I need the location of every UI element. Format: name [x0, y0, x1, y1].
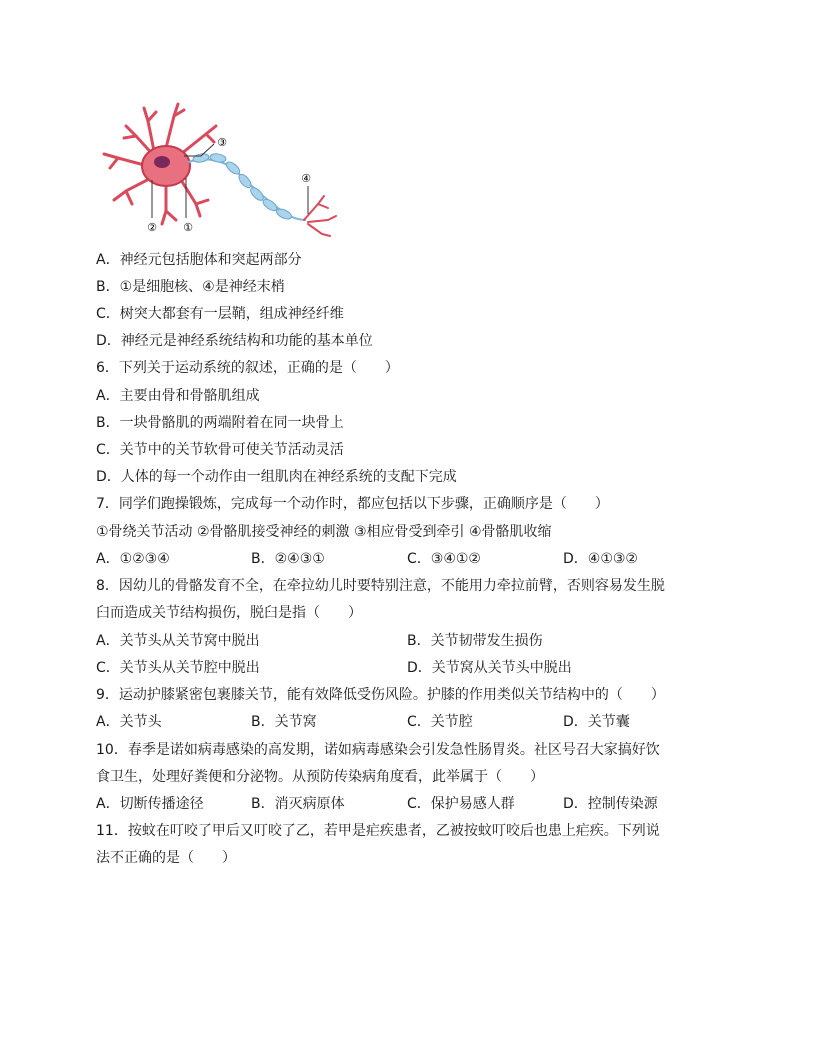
q10-option-a: A．切断传播途径 — [96, 796, 204, 812]
q6-stem: 6．下列关于运动系统的叙述，正确的是（ ） — [96, 360, 399, 376]
q5-option-a: A．神经元包括胞体和突起两部分 — [96, 252, 302, 268]
q7-steps: ①骨绕关节活动 ②骨骼肌接受神经的刺激 ③相应骨受到牵引 ④骨骼肌收缩 — [96, 524, 552, 540]
label-2: ② — [147, 221, 157, 234]
q8-option-a: A．关节头从关节窝中脱出 — [96, 633, 260, 649]
q8-option-d: D．关节窝从关节头中脱出 — [407, 660, 572, 676]
q10-option-b: B．消灭病原体 — [251, 796, 345, 812]
q7-stem: 7．同学们跑操锻炼，完成每一个动作时，都应包括以下步骤，正确顺序是（ ） — [96, 496, 609, 512]
q5-option-d: D．神经元是神经系统结构和功能的基本单位 — [96, 333, 373, 349]
q6-option-b: B．一块骨骼肌的两端附着在同一块骨上 — [96, 415, 344, 431]
q8-stem-line1: 8．因幼儿的骨骼发育不全，在牵拉幼儿时要特别注意，不能用力牵拉前臂，否则容易发生脱 — [96, 578, 665, 594]
neuron-diagram — [96, 96, 346, 241]
q10-option-d: D．控制传染源 — [563, 796, 658, 812]
q9-option-b: B．关节窝 — [251, 714, 317, 730]
label-4: ④ — [301, 172, 311, 185]
q10-stem-line1: 10．春季是诺如病毒感染的高发期，诺如病毒感染会引发急性肠胃炎。社区号召大家搞好饮 — [96, 742, 660, 758]
q7-option-b: B．②④③① — [251, 551, 325, 567]
axon — [188, 159, 306, 220]
q9-option-c: C．关节腔 — [407, 714, 473, 730]
q6-option-d: D．人体的每一个动作由一组肌肉在神经系统的支配下完成 — [96, 469, 457, 485]
myelin-sheath — [192, 153, 293, 221]
q8-option-c: C．关节头从关节腔中脱出 — [96, 660, 260, 676]
q10-option-c: C．保护易感人群 — [407, 796, 515, 812]
q7-option-c: C．③④①② — [407, 551, 481, 567]
q7-option-a: A．①②③④ — [96, 551, 170, 567]
q5-option-b: B．①是细胞核、④是神经末梢 — [96, 279, 285, 295]
q6-option-a: A．主要由骨和骨骼肌组成 — [96, 388, 260, 404]
q11-stem-line1: 11．按蚊在叮咬了甲后又叮咬了乙，若甲是疟疾患者，乙被按蚊叮咬后也患上疟疾。下列说 — [96, 823, 660, 839]
q9-stem: 9．运动护膝紧密包裹膝关节，能有效降低受伤风险。护膝的作用类似关节结构中的（ ） — [96, 687, 665, 703]
q11-stem-line2: 法不正确的是（ ） — [96, 850, 236, 866]
q7-option-d: D．④①③② — [563, 551, 638, 567]
axon-terminal — [304, 196, 336, 236]
q8-option-b: B．关节韧带发生损伤 — [407, 633, 543, 649]
q6-option-c: C．关节中的关节软骨可使关节活动灵活 — [96, 442, 344, 458]
q9-option-a: A．关节头 — [96, 714, 162, 730]
q5-option-c: C．树突大都套有一层鞘，组成神经纤维 — [96, 306, 344, 322]
q10-stem-line2: 食卫生，处理好粪便和分泌物。从预防传染病角度看，此举属于（ ） — [96, 769, 544, 785]
label-3: ③ — [217, 136, 227, 149]
nucleus — [154, 156, 170, 168]
label-1: ① — [183, 221, 193, 234]
q8-stem-line2: 臼而造成关节结构损伤，脱臼是指（ ） — [96, 605, 362, 621]
q9-option-d: D．关节囊 — [563, 714, 630, 730]
